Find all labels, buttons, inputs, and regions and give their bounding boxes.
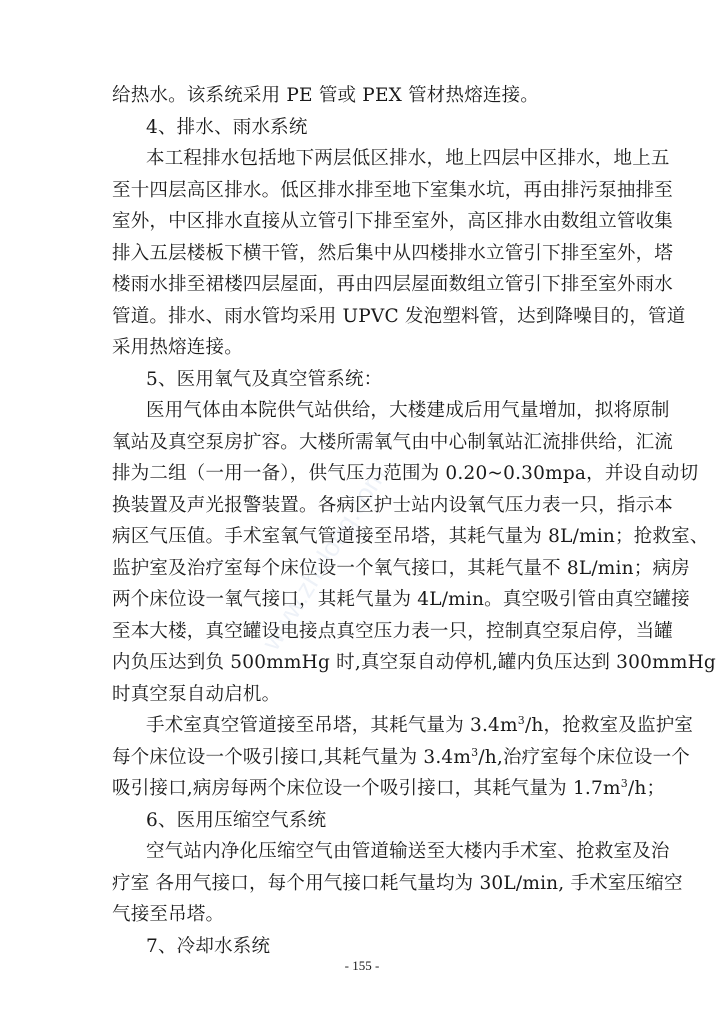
text-line: 室外，中区排水直接从立管引下排至室外，高区排水由数组立管收集 [112,211,674,232]
superscript: 3 [620,776,628,790]
section-heading-drainage: 4、排水、雨水系统 [146,117,308,138]
text-line: 两个床位设一氧气接口，其耗气量为 4L/min。真空吸引管由真空罐接 [112,589,690,610]
text-line [112,745,690,770]
text-line: 氧站及真空泵房扩容。大楼所需氧气由中心制氧站汇流排供给，汇流 [112,432,674,453]
text-line: 采用热熔连接。 [112,337,243,358]
text-line: 管道。排水、雨水管均采用 UPVC 发泡塑料管，达到降噪目的，管道 [112,306,686,327]
text-span: 每个床位设一个吸引接口,其耗气量为 3.4m [112,747,472,768]
section-heading-oxygen: 5、医用氧气及真空管系统： [146,369,383,390]
text-line: 内负压达到负 500mmHg 时,真空泵自动停机,罐内负压达到 300mmHg [112,652,716,673]
text-line: 本工程排水包括地下两层低区排水，地上四层中区排水，地上五 [146,148,670,169]
text-span: 吸引接口,病房每两个床位设一个吸引接口，其耗气量为 1.7m [112,778,621,799]
text-line [112,776,666,801]
text-line: 空气站内净化压缩空气由管道输送至大楼内手术室、抢救室及治 [146,841,670,862]
text-span: /h，抢救室及监护室 [524,715,694,736]
text-line: 至本大楼，真空罐设电接点真空压力表一只，控制真空泵启停，当罐 [112,621,674,642]
text-line: 给热水。该系统采用 PE 管或 PEX 管材热熔连接。 [112,85,539,106]
superscript: 3 [471,745,479,759]
text-line: 监护室及治疗室每个床位设一个氧气接口，其耗气量不 8L/min；病房 [112,558,690,579]
text-line: 病区气压值。手术室氧气管道接至吊塔，其耗气量为 8L/min；抢救室、 [112,526,709,547]
text-line: 时真空泵自动启机。 [112,684,281,705]
watermark-text: www.zhulong.com [255,461,393,656]
text-line: 疗室 各用气接口，每个用气接口耗气量均为 30L/min, 手术室压缩空 [112,873,683,894]
superscript: 3 [517,713,525,727]
section-heading-cooling-water: 7、冷却水系统 [146,936,271,957]
text-line: 气接至吊塔。 [112,904,225,925]
text-line: 换装置及声光报警装置。各病区护士站内设氧气压力表一只，指示本 [112,495,674,516]
text-line: 医用气体由本院供气站供给，大楼建成后用气量增加，拟将原制 [146,400,670,421]
section-heading-compressed-air: 6、医用压缩空气系统 [146,810,327,831]
text-span: 手术室真空管道接至吊塔，其耗气量为 3.4m [146,715,518,736]
text-line [146,713,694,738]
text-line: 排为二组（一用一备），供气压力范围为 0.20~0.30mpa，并设自动切 [112,463,699,484]
page-number: - 155 - [344,958,380,973]
text-line: 至十四层高区排水。低区排水排至地下室集水坑，再由排污泵抽排至 [112,180,674,201]
text-span: /h； [627,778,666,799]
text-line: 楼雨水排至裙楼四层屋面，再由四层屋面数组立管引下排至室外雨水 [112,274,674,295]
text-span: /h,治疗室每个床位设一个 [478,747,690,768]
text-line: 排入五层楼板下横干管，然后集中从四楼排水立管引下排至室外，塔 [112,243,674,264]
